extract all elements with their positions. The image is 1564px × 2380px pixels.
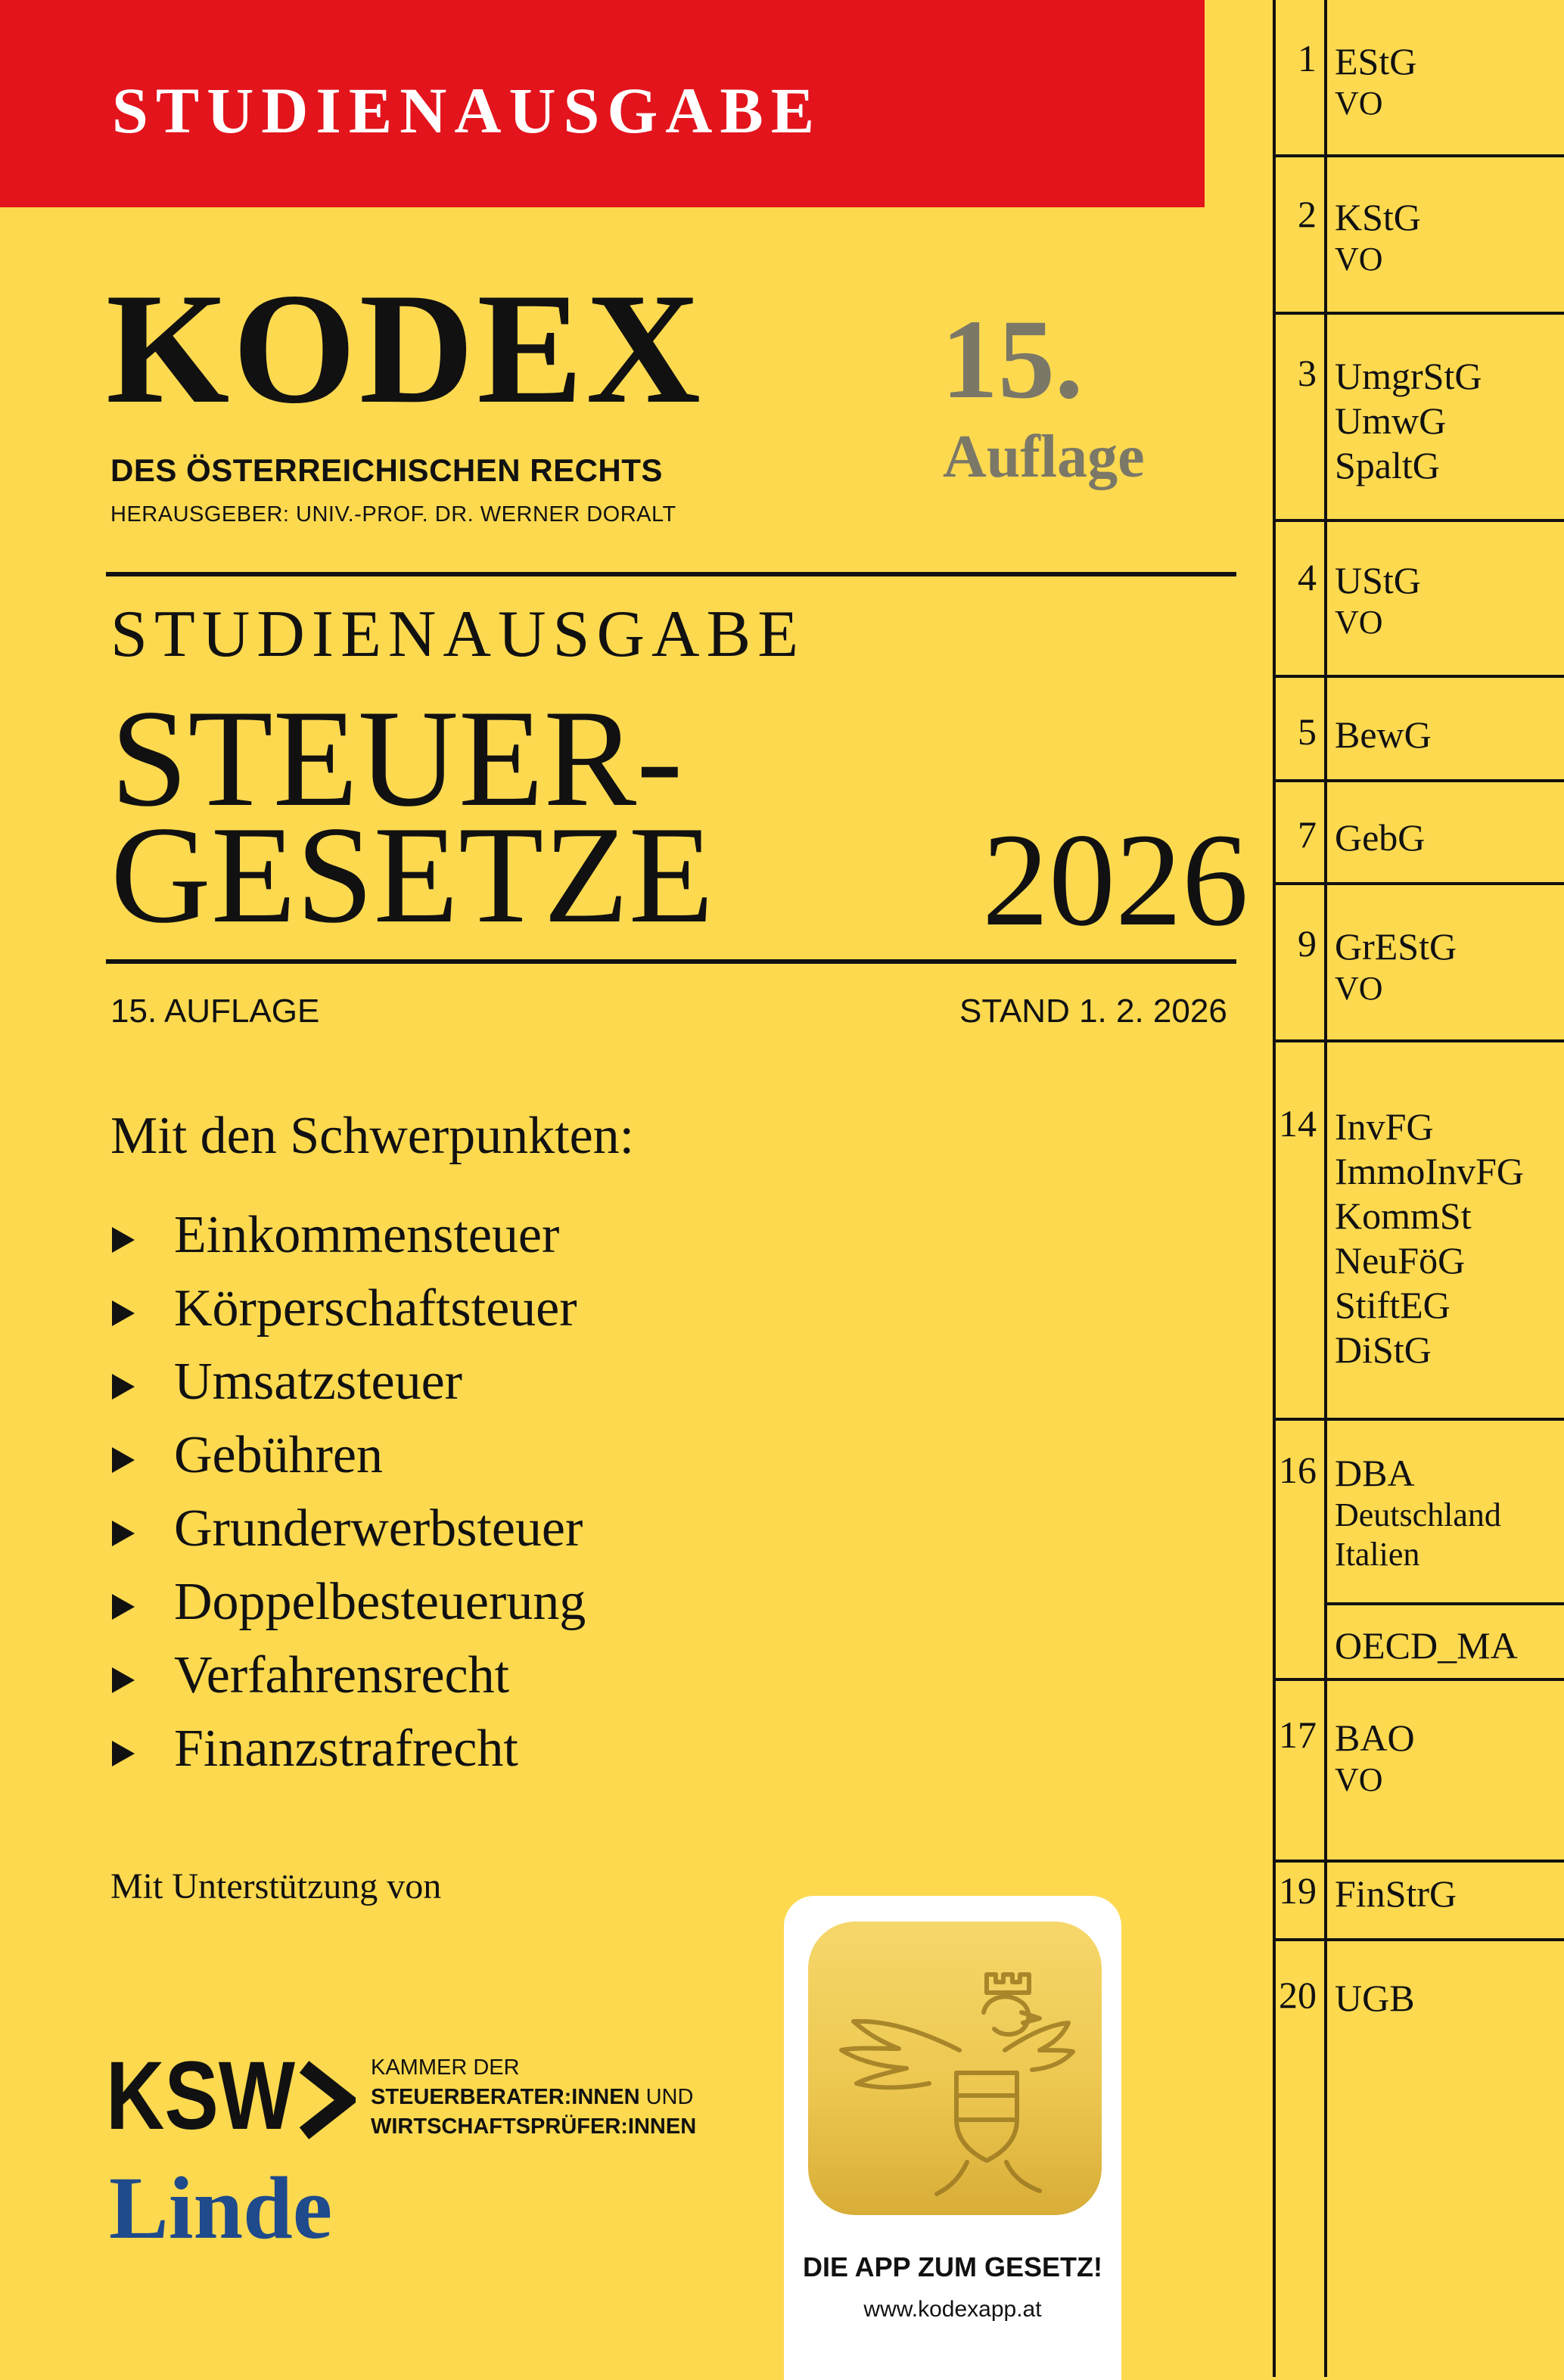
chevron-right-icon <box>304 2067 347 2133</box>
triangle-bullet-icon <box>112 1227 135 1253</box>
register-divider <box>1273 779 1564 782</box>
register-entry-7[interactable] <box>1335 816 1425 860</box>
register-sub: StiftEG <box>1335 1284 1451 1326</box>
register-number: 20 <box>1279 1974 1317 2016</box>
app-icon <box>808 1922 1102 2215</box>
register-sub: VO <box>1335 1761 1383 1798</box>
register-sub: VO <box>1335 970 1383 1007</box>
list-item <box>112 1712 586 1785</box>
register-sub: DiStG <box>1335 1328 1432 1371</box>
title-year: 2026 <box>982 806 1248 954</box>
focus-item-label: Verfahrensrecht <box>174 1645 510 1704</box>
register-rule-inner <box>1324 0 1327 2377</box>
focus-item-label: Grunderwerbsteuer <box>174 1499 583 1558</box>
register-divider-partial <box>1327 1602 1564 1605</box>
focus-item-label: Körperschaftsteuer <box>174 1279 577 1338</box>
register-entry-17[interactable] <box>1335 1716 1415 1800</box>
register-abbr: GebG <box>1335 816 1426 859</box>
triangle-bullet-icon <box>112 1667 135 1693</box>
editor-line: HERAUSGEBER: UNIV.-PROF. DR. WERNER DORALT <box>110 502 676 527</box>
register-divider <box>1273 519 1564 522</box>
ksw-logo-text: KSW <box>106 2053 296 2144</box>
register-entry-oecd[interactable] <box>1335 1623 1518 1668</box>
register-divider <box>1273 1860 1564 1863</box>
register-abbr: InvFG <box>1335 1105 1434 1148</box>
register-abbr: UStG <box>1335 559 1421 601</box>
register-number: 3 <box>1298 352 1317 394</box>
register-sub: UmwG <box>1335 399 1447 442</box>
ksw-line-2 <box>371 2083 696 2112</box>
eagle-icon <box>808 1922 1102 2215</box>
brand-title: KODEX <box>106 261 704 437</box>
edition-word: Auflage <box>943 424 1145 490</box>
list-item <box>112 1418 586 1492</box>
register-number: 5 <box>1298 710 1317 753</box>
register-number: 19 <box>1279 1869 1317 1912</box>
register-entry-9[interactable] <box>1335 924 1457 1008</box>
divider-top <box>106 572 1236 576</box>
title-line-2: GESETZE <box>110 797 714 952</box>
focus-item-label: Finanzstrafrecht <box>174 1719 518 1778</box>
list-item <box>112 1272 586 1345</box>
register-entry-20[interactable] <box>1335 1976 1415 2021</box>
triangle-bullet-icon <box>112 1300 135 1326</box>
register-divider <box>1273 1678 1564 1681</box>
focus-heading: Mit den Schwerpunkten: <box>110 1107 635 1165</box>
ksw-logo <box>106 2053 356 2144</box>
edition-number: 15. <box>941 297 1084 422</box>
register-divider <box>1273 1039 1564 1042</box>
divider-bottom <box>106 959 1236 964</box>
list-item <box>112 1639 586 1712</box>
register-entry-19[interactable] <box>1335 1872 1457 1916</box>
register-sub: Italien <box>1335 1535 1420 1573</box>
register-sub: ImmoInvFG <box>1335 1150 1524 1192</box>
register-abbr: UGB <box>1335 1977 1415 2019</box>
register-abbr: OECD_MA <box>1335 1624 1518 1667</box>
focus-item-label: Doppelbesteuerung <box>174 1572 586 1631</box>
register-sub: KommSt <box>1335 1195 1472 1237</box>
support-label: Mit Unterstützung von <box>110 1866 442 1906</box>
register-entry-4[interactable] <box>1335 558 1421 642</box>
series-label: STUDIENAUSGABE <box>110 598 805 671</box>
register-number: 9 <box>1298 922 1317 965</box>
app-slogan: DIE APP ZUM GESETZ! <box>802 2251 1103 2282</box>
app-url[interactable]: www.kodexapp.at <box>863 2297 1042 2322</box>
ksw-line-1: KAMMER DER <box>371 2055 520 2080</box>
register-sub: NeuFöG <box>1335 1239 1466 1282</box>
list-item <box>112 1345 586 1418</box>
register-entry-2[interactable] <box>1335 195 1421 279</box>
register-number: 16 <box>1279 1449 1317 1491</box>
register-number: 1 <box>1298 37 1317 79</box>
register-sub: VO <box>1335 85 1383 122</box>
focus-item-label: Umsatzsteuer <box>174 1352 462 1411</box>
ksw-line-3: WIRTSCHAFTSPRÜFER:INNEN <box>371 2114 697 2139</box>
register-abbr: KStG <box>1335 196 1421 238</box>
list-item <box>112 1492 586 1565</box>
register-abbr: BewG <box>1335 713 1432 756</box>
register-divider <box>1273 312 1564 315</box>
register-number: 14 <box>1279 1102 1317 1145</box>
register-number: 4 <box>1298 556 1317 598</box>
register-sub: VO <box>1335 604 1383 641</box>
register-number: 17 <box>1279 1714 1317 1756</box>
ksw-text <box>371 2053 696 2142</box>
list-item <box>112 1198 586 1272</box>
register-divider <box>1273 882 1564 885</box>
register-number: 7 <box>1298 813 1317 856</box>
brand-subtitle: DES ÖSTERREICHISCHEN RECHTS <box>110 452 663 488</box>
register-entry-3[interactable] <box>1335 354 1482 488</box>
register-divider <box>1273 154 1564 157</box>
register-entry-1[interactable] <box>1335 39 1416 123</box>
register-abbr: EStG <box>1335 40 1417 82</box>
register-abbr: DBA <box>1335 1452 1415 1494</box>
register-divider <box>1273 675 1564 678</box>
publisher-logo: Linde <box>109 2158 333 2257</box>
register-abbr: GrEStG <box>1335 925 1457 968</box>
register-abbr: BAO <box>1335 1717 1415 1759</box>
stand-label: STAND 1. 2. 2026 <box>959 993 1227 1030</box>
triangle-bullet-icon <box>112 1521 135 1546</box>
focus-item-label: Gebühren <box>174 1425 384 1484</box>
banner-label: STUDIENAUSGABE <box>112 74 822 147</box>
register-entry-16[interactable] <box>1335 1451 1501 1574</box>
auflage-label: 15. AUFLAGE <box>110 993 320 1030</box>
ksw-line-2-bold: STEUERBERATER:INNEN <box>371 2085 640 2110</box>
register-divider <box>1273 1418 1564 1421</box>
register-entry-14[interactable] <box>1335 1105 1524 1372</box>
register-abbr: FinStrG <box>1335 1872 1457 1915</box>
list-item <box>112 1565 586 1639</box>
register-sub: Deutschland <box>1335 1496 1501 1533</box>
register-sub: VO <box>1335 241 1383 278</box>
triangle-bullet-icon <box>112 1594 135 1620</box>
ksw-line-2-rest: UND <box>639 2085 694 2110</box>
triangle-bullet-icon <box>112 1374 135 1400</box>
focus-list <box>112 1198 586 1785</box>
register-entry-5[interactable] <box>1335 713 1432 757</box>
register-sub: SpaltG <box>1335 444 1440 486</box>
register-divider <box>1273 1938 1564 1941</box>
triangle-bullet-icon <box>112 1447 135 1473</box>
focus-item-label: Einkommensteuer <box>174 1205 560 1264</box>
triangle-bullet-icon <box>112 1741 135 1766</box>
register-abbr: UmgrStG <box>1335 355 1482 397</box>
title-line-1: STEUER- <box>110 681 683 835</box>
register-number: 2 <box>1298 193 1317 235</box>
